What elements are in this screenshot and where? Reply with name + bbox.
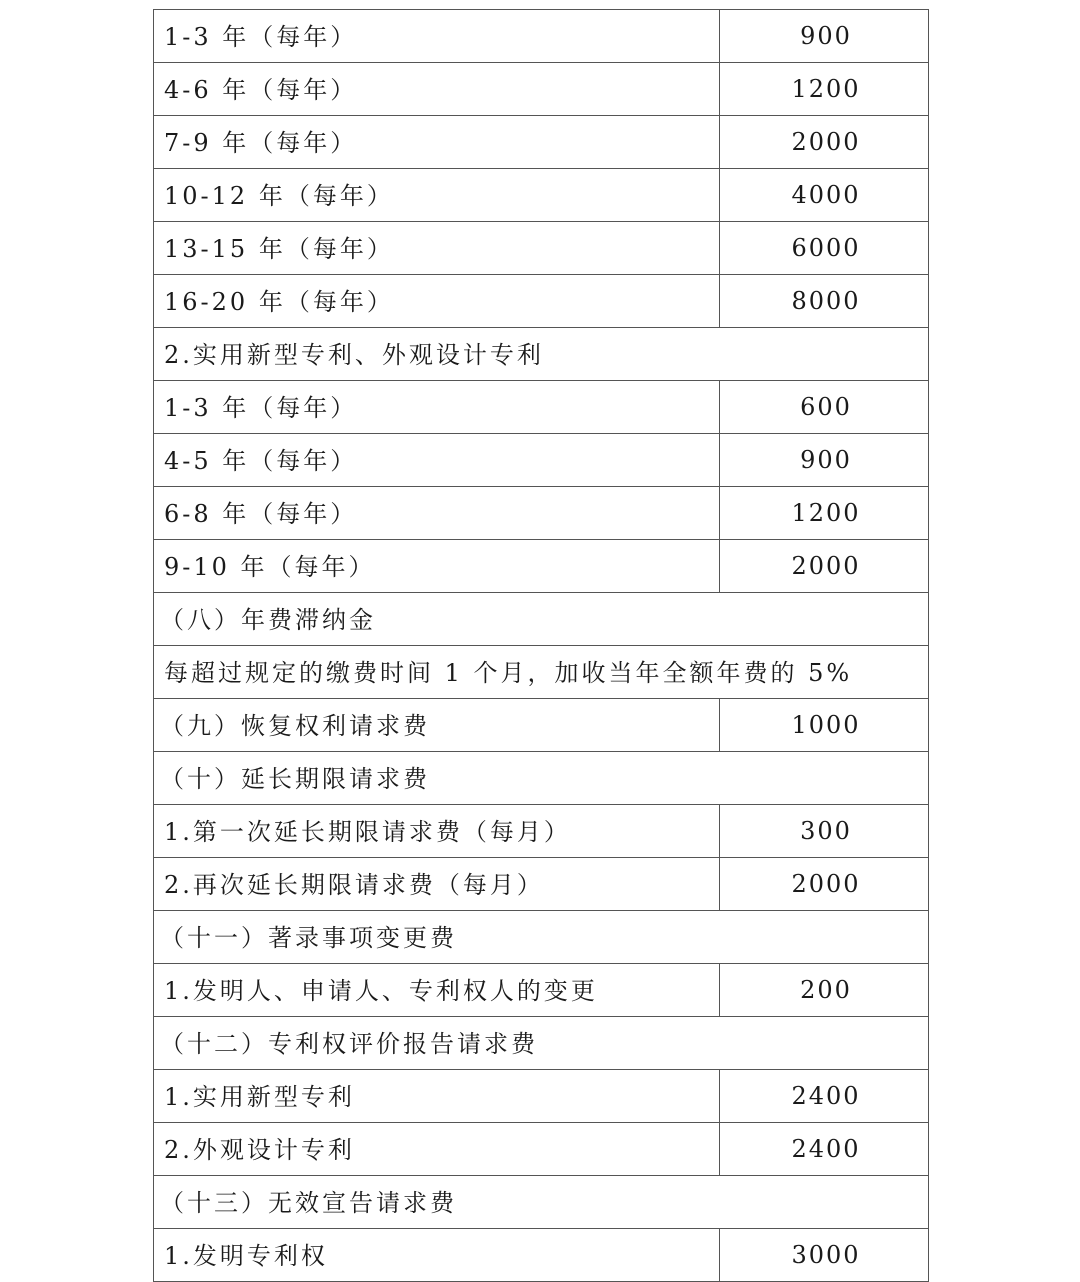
- fee-item-label: 4-5 年（每年）: [154, 434, 720, 487]
- fee-amount: 900: [720, 434, 929, 487]
- table-row: [154, 1123, 929, 1176]
- table-row-section: [154, 593, 929, 646]
- fee-amount: 6000: [720, 222, 929, 275]
- table-row: [154, 487, 929, 540]
- fee-item-label: 2.外观设计专利: [154, 1123, 720, 1176]
- table-row: [154, 63, 929, 116]
- table-row-subheading: [154, 328, 929, 381]
- fee-item-label: 1-3 年（每年）: [154, 381, 720, 434]
- table-row-note: [154, 646, 929, 699]
- section-heading: （十一）著录事项变更费: [154, 911, 929, 964]
- section-heading: （十）延长期限请求费: [154, 752, 929, 805]
- subheading-label: 2.实用新型专利、外观设计专利: [154, 328, 929, 381]
- fee-item-label: 4-6 年（每年）: [154, 63, 720, 116]
- fee-item-label: （九）恢复权利请求费: [154, 699, 720, 752]
- fee-item-label: 1.第一次延长期限请求费（每月）: [154, 805, 720, 858]
- late-fee-note: 每超过规定的缴费时间 1 个月，加收当年全额年费的 5%: [154, 646, 929, 699]
- table-row-section: [154, 1017, 929, 1070]
- section-heading: （十三）无效宣告请求费: [154, 1176, 929, 1229]
- table-row: [154, 540, 929, 593]
- fee-item-label: 6-8 年（每年）: [154, 487, 720, 540]
- fee-item-label: 7-9 年（每年）: [154, 116, 720, 169]
- table-row-section: [154, 1176, 929, 1229]
- table-row-section: [154, 752, 929, 805]
- table-row: [154, 116, 929, 169]
- fee-item-label: 1-3 年（每年）: [154, 10, 720, 63]
- fee-amount: 2000: [720, 116, 929, 169]
- fee-amount: 2000: [720, 540, 929, 593]
- table-row: [154, 1070, 929, 1123]
- fee-item-label: 10-12 年（每年）: [154, 169, 720, 222]
- fee-item-label: 16-20 年（每年）: [154, 275, 720, 328]
- fee-amount: 300: [720, 805, 929, 858]
- table-row: [154, 10, 929, 63]
- fee-amount: 3000: [720, 1229, 929, 1282]
- fee-item-label: 1.发明专利权: [154, 1229, 720, 1282]
- fee-amount: 900: [720, 10, 929, 63]
- section-heading: （八）年费滞纳金: [154, 593, 929, 646]
- fee-amount: 2400: [720, 1070, 929, 1123]
- section-heading: （十二）专利权评价报告请求费: [154, 1017, 929, 1070]
- table-row: [154, 858, 929, 911]
- table-row: [154, 805, 929, 858]
- table-row: [154, 222, 929, 275]
- table-row-section: [154, 911, 929, 964]
- fee-amount: 200: [720, 964, 929, 1017]
- fee-amount: 1200: [720, 487, 929, 540]
- fee-amount: 8000: [720, 275, 929, 328]
- table-row: [154, 169, 929, 222]
- patent-fee-table: [153, 9, 929, 1282]
- fee-amount: 600: [720, 381, 929, 434]
- table-row: [154, 381, 929, 434]
- table-row: [154, 699, 929, 752]
- fee-amount: 2400: [720, 1123, 929, 1176]
- fee-item-label: 9-10 年（每年）: [154, 540, 720, 593]
- table-row: [154, 275, 929, 328]
- fee-amount: 1000: [720, 699, 929, 752]
- table-row: [154, 964, 929, 1017]
- fee-item-label: 1.实用新型专利: [154, 1070, 720, 1123]
- table-row: [154, 1229, 929, 1282]
- table-row: [154, 434, 929, 487]
- fee-amount: 4000: [720, 169, 929, 222]
- fee-item-label: 1.发明人、申请人、专利权人的变更: [154, 964, 720, 1017]
- fee-amount: 1200: [720, 63, 929, 116]
- fee-item-label: 2.再次延长期限请求费（每月）: [154, 858, 720, 911]
- fee-amount: 2000: [720, 858, 929, 911]
- fee-item-label: 13-15 年（每年）: [154, 222, 720, 275]
